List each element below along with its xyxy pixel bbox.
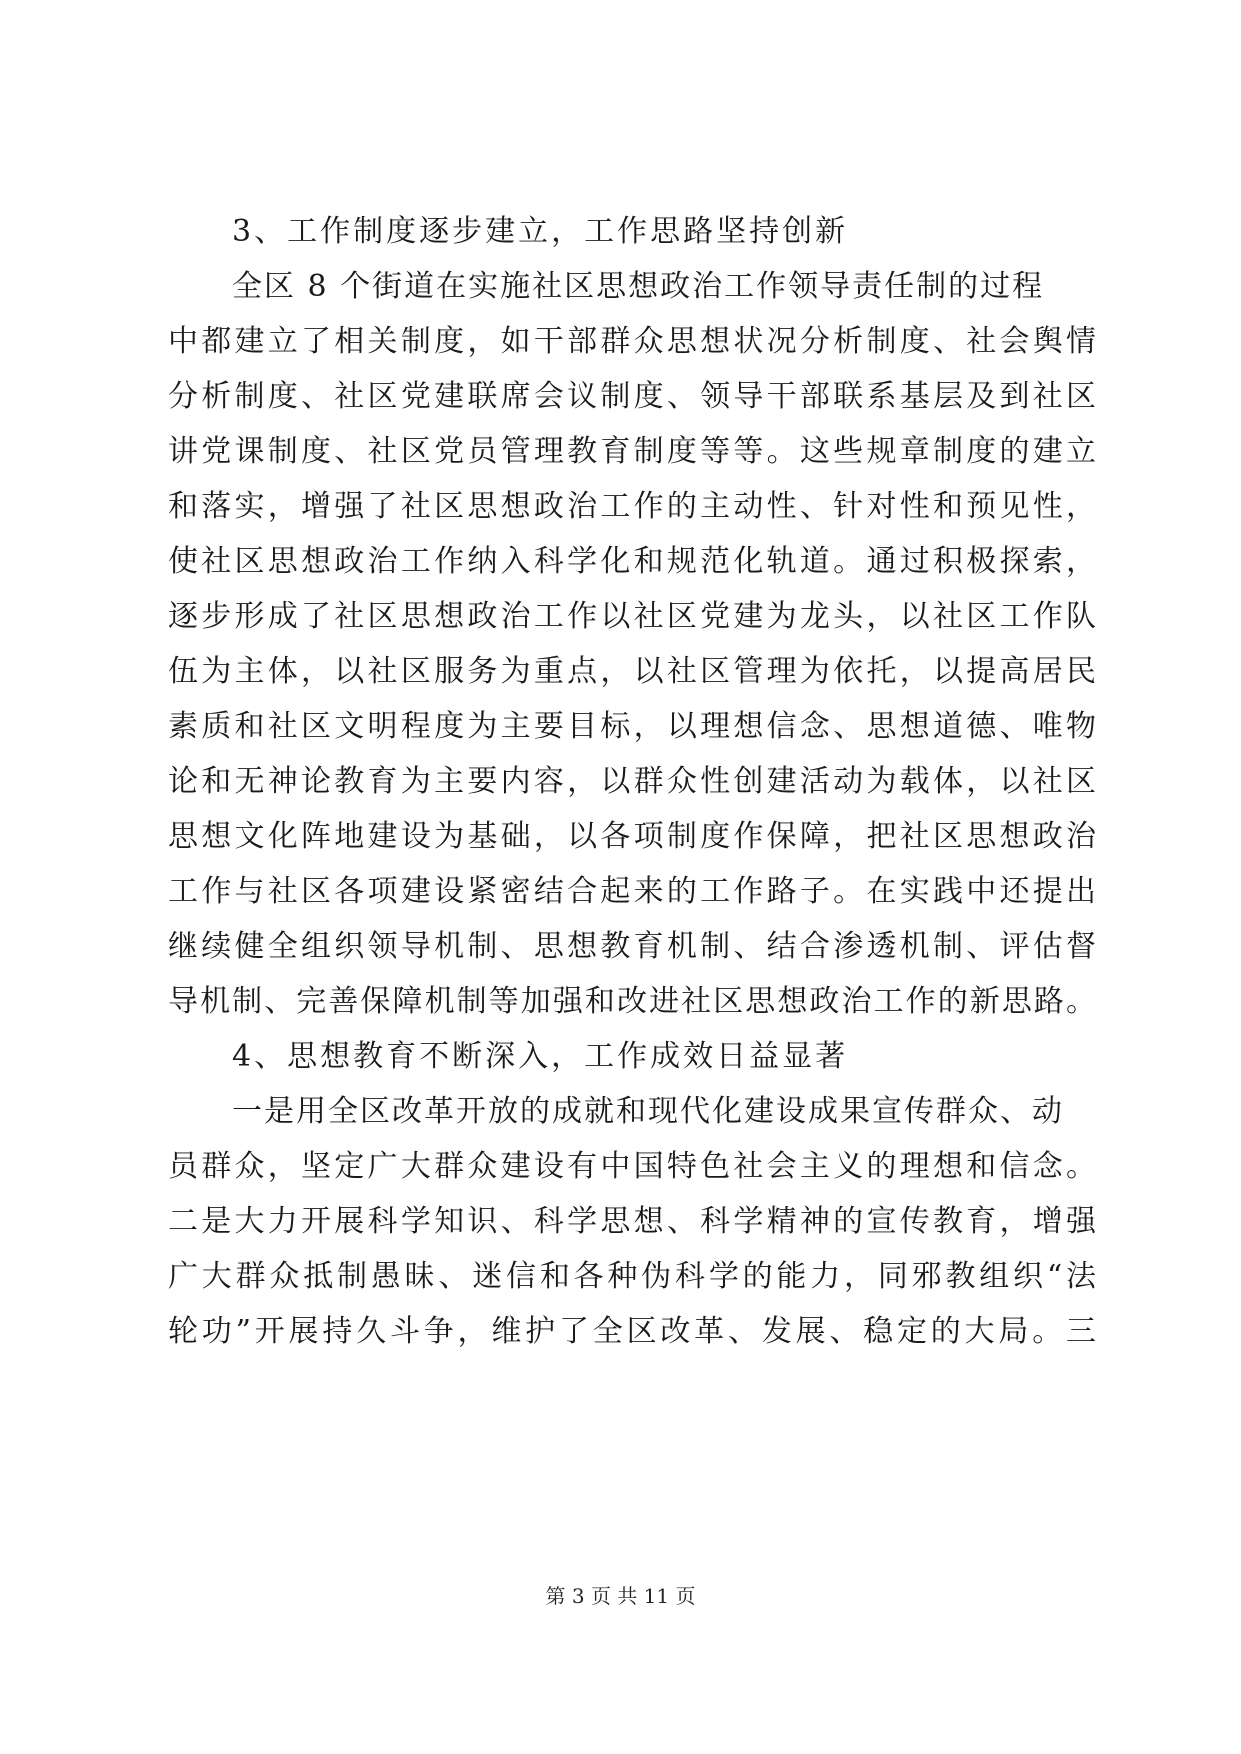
- paragraph-line: 工作与社区各项建设紧密结合起来的工作路子。在实践中还提出: [168, 874, 1096, 909]
- paragraph-line: 和落实，增强了社区思想政治工作的主动性、针对性和预见性，: [168, 489, 1096, 524]
- paragraph-line: 逐步形成了社区思想政治工作以社区党建为龙头，以社区工作队: [168, 599, 1096, 634]
- paragraph-line: 广大群众抵制愚昧、迷信和各种伪科学的能力，同邪教组织“法: [168, 1259, 1096, 1294]
- section-3-heading: 3、工作制度逐步建立，工作思路坚持创新: [232, 214, 849, 249]
- paragraph-line: 伍为主体，以社区服务为重点，以社区管理为依托，以提高居民: [168, 654, 1096, 689]
- paragraph-line: 轮功”开展持久斗争，维护了全区改革、发展、稳定的大局。三: [168, 1314, 1096, 1349]
- paragraph-line: 素质和社区文明程度为主要目标，以理想信念、思想道德、唯物: [168, 709, 1096, 744]
- paragraph-line: 论和无神论教育为主要内容，以群众性创建活动为载体，以社区: [168, 764, 1096, 799]
- page-number-footer: 第 3 页 共 11 页: [545, 1584, 696, 1608]
- paragraph-line: 继续健全组织领导机制、思想教育机制、结合渗透机制、评估督: [168, 929, 1096, 964]
- paragraph-line: 导机制、完善保障机制等加强和改进社区思想政治工作的新思路。: [168, 984, 1096, 1019]
- paragraph-line: 思想文化阵地建设为基础，以各项制度作保障，把社区思想政治: [168, 819, 1096, 854]
- paragraph-line: 分析制度、社区党建联席会议制度、领导干部联系基层及到社区: [168, 379, 1096, 414]
- paragraph-line: 二是大力开展科学知识、科学思想、科学精神的宣传教育，增强: [168, 1204, 1096, 1239]
- paragraph-line: 一是用全区改革开放的成就和现代化建设成果宣传群众、动: [232, 1094, 1064, 1129]
- paragraph-line: 使社区思想政治工作纳入科学化和规范化轨道。通过积极探索，: [168, 544, 1096, 579]
- paragraph-line: 中都建立了相关制度，如干部群众思想状况分析制度、社会舆情: [168, 324, 1096, 359]
- paragraph-line: 全区 8 个街道在实施社区思想政治工作领导责任制的过程: [232, 269, 1045, 304]
- paragraph-line: 员群众，坚定广大群众建设有中国特色社会主义的理想和信念。: [168, 1149, 1096, 1184]
- paragraph-line: 讲党课制度、社区党员管理教育制度等等。这些规章制度的建立: [168, 434, 1096, 469]
- section-4-heading: 4、思想教育不断深入，工作成效日益显著: [232, 1039, 849, 1074]
